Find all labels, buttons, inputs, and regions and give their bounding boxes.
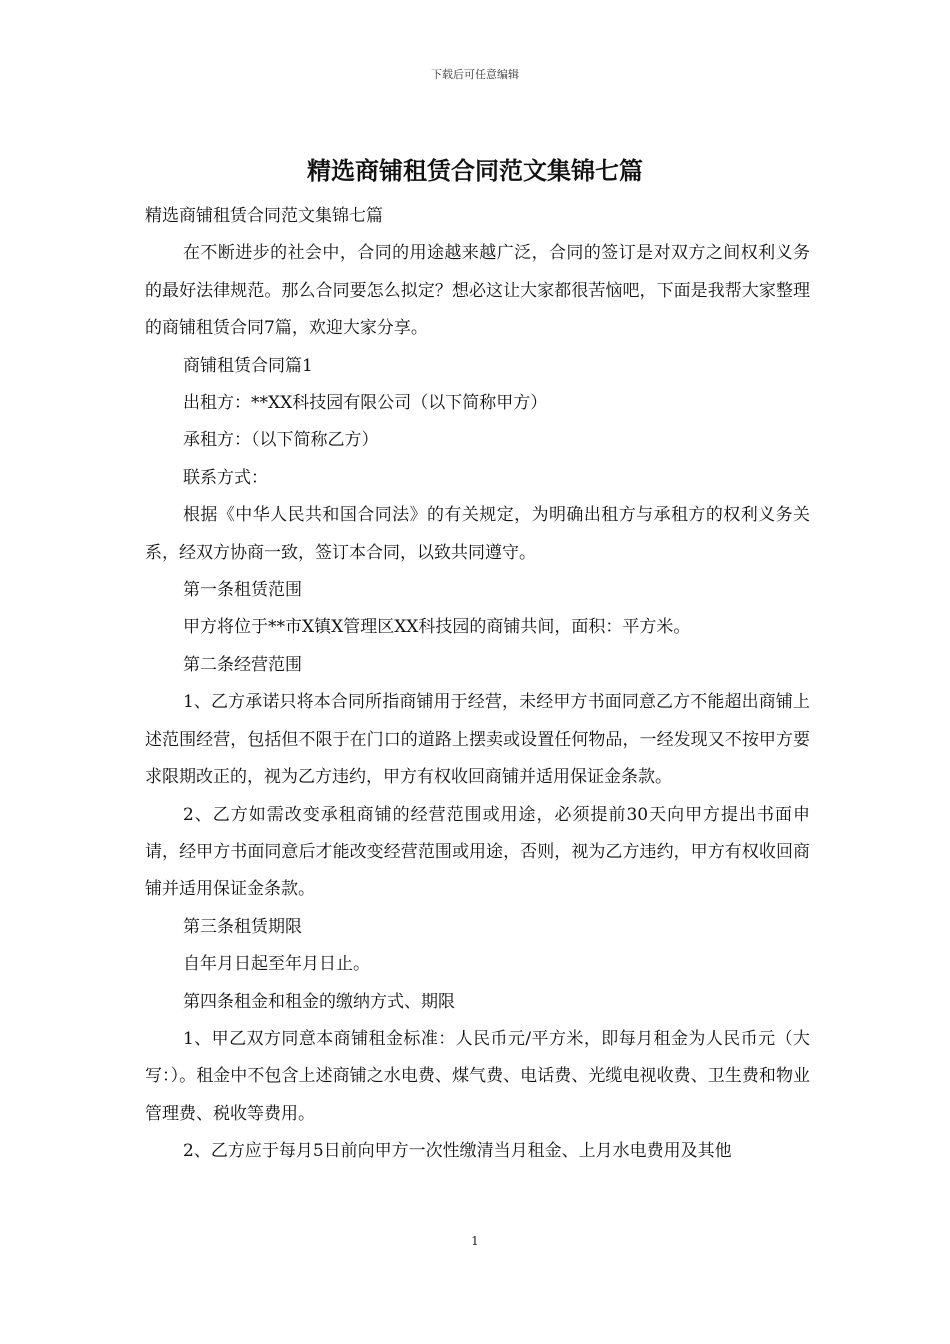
paragraph: 承租方：（以下简称乙方）	[183, 430, 379, 451]
document-body	[145, 198, 810, 1171]
page-number: 1	[471, 1234, 479, 1248]
paragraph: 1、乙方承诺只将本合同所指商铺用于经营，未经甲方书面同意乙方不能超出商铺上述范围经营，包括但不限于在门口的道路上摆卖或设置任何物品，一经发现又不按甲方要求限期改正的，视为乙方违约，甲方有权收回商铺并适用保证金条款。	[145, 692, 810, 788]
paragraph: 出租方：**XX科技园有限公司（以下简称甲方）	[183, 393, 548, 414]
paragraph: 第二条经营范围	[183, 654, 302, 675]
paragraph: 精选商铺租赁合同范文集锦七篇	[145, 206, 383, 226]
paragraph: 第三条租赁期限	[183, 916, 302, 937]
document-title: 精选商铺租赁合同范文集锦七篇	[307, 156, 643, 185]
paragraph: 自年月日起至年月日止。	[183, 954, 370, 975]
paragraph: 2、乙方如需改变承租商铺的经营范围或用途，必须提前30天向甲方提出书面申请，经甲方书面同意后才能改变经营范围或用途，否则，视为乙方违约，甲方有权收回商铺并适用保证金条款。	[145, 804, 810, 900]
header-note: 下载后可任意编辑	[431, 68, 519, 81]
paragraph: 1、甲乙双方同意本商铺租金标准：人民币元/平方米，即每月租金为人民币元（大写：）。租金中不包含上述商铺之水电费、煤气费、电话费、光缆电视收费、卫生费和物业管理费、税收等费用。	[145, 1028, 810, 1124]
paragraph: 根据《中华人民共和国合同法》的有关规定，为明确出租方与承租方的权利义务关系，经双方协商一致，签订本合同，以致共同遵守。	[145, 505, 810, 563]
paragraph: 第一条租赁范围	[183, 580, 302, 601]
paragraph: 甲方将位于**市X镇X管理区XX科技园的商铺共间，面积：平方米。	[183, 617, 691, 638]
paragraph: 第四条租金和租金的缴纳方式、期限	[183, 991, 455, 1012]
paragraph: 商铺租赁合同篇1	[183, 355, 313, 376]
paragraph: 2、乙方应于每月5日前向甲方一次性缴清当月租金、上月水电费用及其他	[183, 1141, 732, 1162]
paragraph: 在不断进步的社会中，合同的用途越来越广泛，合同的签订是对双方之间权利义务的最好法律规范。那么合同要怎么拟定？想必这让大家都很苦恼吧，下面是我帮大家整理的商铺租赁合同7篇，欢迎大家分享。	[145, 243, 810, 339]
paragraph: 联系方式：	[183, 467, 268, 488]
